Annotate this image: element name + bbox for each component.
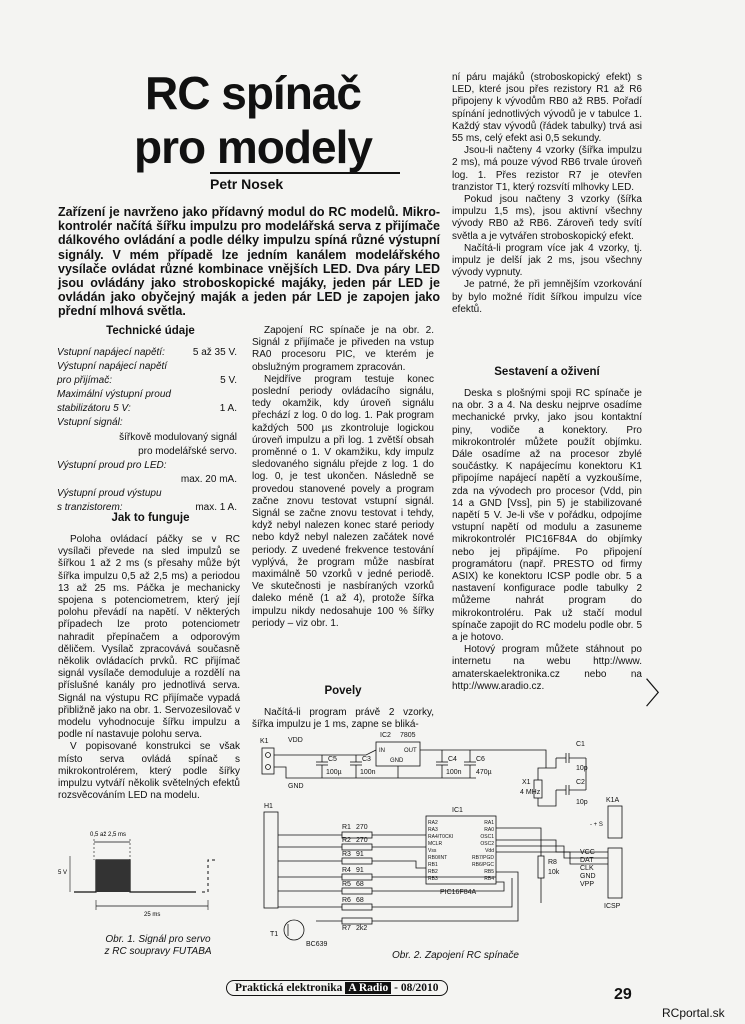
k1a-label: K1A <box>606 797 620 804</box>
footer-a-radio: A Radio <box>345 982 391 994</box>
c1-value: 10p <box>576 765 588 772</box>
col3-paragraph-4: Načítá-li program více jak 4 vzorky, tj. impulz je delší jak 2 ms, jsou všechny vývody vypnuty. <box>452 242 642 279</box>
spec-value: max. 1 A. <box>195 502 237 514</box>
r6-value: 68 <box>356 897 364 904</box>
spec-label: Výstupní proud pro LED: <box>57 459 167 471</box>
r1-value: 270 <box>356 824 368 831</box>
c6-label: C6 <box>476 756 485 763</box>
spec-row <box>56 416 238 430</box>
spec-value <box>186 360 238 374</box>
author: Petr Nosek <box>210 176 284 192</box>
spec-label: Výstupní proud výstupu <box>57 487 162 499</box>
povely-paragraph-1: Načítá-li program právě 2 vzorky, šířka impulzu je 1 ms, zapne se bliká- <box>252 707 434 731</box>
ic1-pin-right-label: OSC1 <box>480 834 494 840</box>
sestaveni-paragraph-2: Hotový program můžete stáhnout po internetu na webu http://www. amaterskaelektronika.cz nebo na http://www.aradio.cz. <box>452 644 642 692</box>
ic2-out-label: OUT <box>404 748 417 754</box>
spec-label: Maximální výstupní proud <box>57 389 171 401</box>
col3-paragraph-5: Je patrné, že při jemnějším vzorkování by bylo možné řídit šířkou impulzu více efektů. <box>452 279 642 315</box>
povely-heading: Povely <box>324 685 362 697</box>
ic1-label: IC1 <box>452 807 463 814</box>
ic1-pin-right-label: RA0 <box>484 827 494 833</box>
spec-row <box>56 445 238 459</box>
c6-value: 470µ <box>476 769 492 776</box>
fig1-caption-line-2: z RC soupravy FUTABA <box>104 946 212 957</box>
col2-body <box>252 325 434 630</box>
r2-value: 270 <box>356 837 368 844</box>
r7-value: 2k2 <box>356 925 368 932</box>
c2-value: 10p <box>576 799 588 806</box>
article-title <box>108 66 398 174</box>
spec-row <box>56 459 238 473</box>
x1-label: X1 <box>522 779 531 786</box>
spec-label: pro přijímač: <box>57 375 113 387</box>
spec-row <box>56 402 238 416</box>
c4-value: 100n <box>446 769 462 776</box>
ic1-pin-left-label: RB1 <box>428 862 438 868</box>
r2-label: R2 <box>342 837 351 844</box>
ic1-pin-right-label: OSC2 <box>480 841 494 847</box>
fig1-voltage-label: 5 V <box>58 870 68 876</box>
ic1-pin-right-label: RB5 <box>484 869 494 875</box>
fig1-caption-line-1: Obr. 1. Signál pro servo <box>105 934 211 945</box>
r1-label: R1 <box>342 824 351 831</box>
r6-label: R6 <box>342 897 351 904</box>
fig1-width-label: 0,5 až 2,5 ms <box>90 832 127 838</box>
specs-heading: Technické údaje <box>106 325 195 337</box>
c5-label: C5 <box>328 756 337 763</box>
spec-label: Vstupní napájecí napětí: <box>57 347 165 358</box>
spec-value: max. 20 mA. <box>180 473 237 485</box>
ic1-pin-right-label: RB4 <box>484 876 494 882</box>
spec-label: s tranzistorem: <box>57 502 123 514</box>
ic1-pin-left-label: Vss <box>428 848 437 854</box>
ic1-pin-left-label: RA3 <box>428 827 438 833</box>
c4-label: C4 <box>448 756 457 763</box>
title-line-1: RC spínač <box>145 67 361 119</box>
icsp-label: ICSP <box>604 903 621 910</box>
ic1-type-label: PIC16F84A <box>440 889 477 896</box>
vpp-label: VPP <box>580 881 595 888</box>
ic1-pin-right-label: RA1 <box>484 820 494 826</box>
site-watermark: RCportal.sk <box>662 1006 725 1020</box>
sestaveni-paragraph-1: Deska s plošnými spoji RC spínače je na obr. 3 a 4. Na desku nejprve osadíme mechanické prvky, jako jsou kontaktní piny, vodiče a konektory. Pro mikrokontrolér můžete použít objímku. Dále osadíme až na procesor zbylé součástky. K napájecímu konektoru K1 připojíme napájecí napětí a vyzkoušíme, zda na vývodech pro procesor (Vdd, pin 14 a GND [Vss], pin 5) je stabilizované napětí 5 V. Je-li vše v pořádku, odpojíme vstupní napětí od modulu a zasuneme mikrokontrolér PIC16F84A do objímky nebo jej připájíme. Po připojení programátoru (např. PRESTO od firmy ASIX) ke konektoru ICSP podle obr. 5 a nastavení konfigurace podle tabulky 2 můžeme nahrát program do mikrokontroléru. Pak už stačí modul spínače zapojit do RC modelu podle obr. 5 a je hotovo. <box>452 388 642 644</box>
col3-paragraph-1: ní páru majáků (stroboskopický efekt) s LED, které jsou přes rezistory R1 až R6 připojeny k vývodům RB0 až RB5. Pořadí spínání jednotlivých vývodů je v tabulce 1. Každý stav vývodů (řádek tabulky) trvá asi 55 ms, celý efekt asi 0,5 sekundy. <box>452 72 642 145</box>
r5-label: R5 <box>342 881 351 888</box>
col2-paragraph-1: Zapojení RC spínače je na obr. 2. Signál z přijímače je přiveden na vstup RA0 procesoru PIC, ve kterém je obslužným programem zpracován. <box>252 325 434 373</box>
c5-value: 100µ <box>326 769 342 776</box>
vdd-label: VDD <box>288 737 303 744</box>
t1-value: BC639 <box>306 941 328 948</box>
jak-paragraph-2: V popisované konstrukci se však místo serva ovládá spínač s mikrokontrolérem, který podle šířky impulzu vytváří několik světelných efektů rozsvěcováním LED na modelu. <box>58 741 240 802</box>
figure-2-caption: Obr. 2. Zapojení RC spínače <box>392 950 519 961</box>
gnd2-label: GND <box>580 873 596 880</box>
col3-body <box>452 72 642 316</box>
title-line-2: pro modely <box>134 121 372 173</box>
vcc-label: VCC <box>580 849 595 856</box>
footer-magazine: Praktická elektronika <box>235 982 343 994</box>
ic2-type-label: 7805 <box>400 732 416 739</box>
spec-value <box>186 459 238 473</box>
next-page-arrow[interactable]: 〉 <box>645 678 675 711</box>
ic1-pin-left-label: RB0/INT <box>428 855 448 861</box>
spec-value <box>186 388 238 402</box>
r3-value: 91 <box>356 851 364 858</box>
r3-label: R3 <box>342 851 351 858</box>
spec-value: pro modelářské servo. <box>138 445 237 457</box>
h1-label: H1 <box>264 803 273 810</box>
spec-value: 5 V. <box>220 375 237 387</box>
footer-banner <box>226 980 448 996</box>
r4-label: R4 <box>342 867 351 874</box>
spec-label: Vstupní signál: <box>57 417 123 429</box>
spec-row <box>56 431 238 445</box>
t1-label: T1 <box>270 931 279 938</box>
ic2-gnd-label: GND <box>390 758 404 764</box>
dat-label: DAT <box>580 857 594 864</box>
spec-row <box>56 473 238 487</box>
spec-value: 1 A. <box>219 403 237 415</box>
spec-label: stabilizátoru 5 V: <box>57 403 131 415</box>
fig1-period-label: 25 ms <box>144 912 161 918</box>
lead-paragraph: Zařízení je navrženo jako přídavný modul do RC modelů. Mikro-kontrolér načítá šířku impulzu pro modelářská serva z přijímače dálkového ovládání a podle délky impulzu spíná různé výstupní signály. V mém případě lze jedním kanálem modelářského vysílače ovládat různé kombinace vnějších LED. Dva páry LED jsou ovládány jako stroboskopické majáky, jeden pár LED je ovládán jako obyčejný maják a jeden pár LED je zapojen jako přední mlhová světla. <box>58 205 440 319</box>
c3-label: C3 <box>362 756 371 763</box>
ic1-pin-left-label: MCLR <box>428 841 443 847</box>
r7-label: R7 <box>342 925 351 932</box>
figure-1-caption <box>78 934 238 958</box>
c1-label: C1 <box>576 741 585 748</box>
spec-value: 5 až 35 V. <box>192 347 237 358</box>
col3-paragraph-3: Pokud jsou načteny 3 vzorky (šířka impulzu 1,5 ms), jsou aktivní všechny vývody RB0 až RB6. Zároveň tedy svítí světla a je vytvářen stroboskopický efekt. <box>452 194 642 242</box>
ic1-pin-left-label: RB2 <box>428 869 438 875</box>
r8-label: R8 <box>548 859 557 866</box>
spec-row <box>56 360 238 374</box>
ic1-pin-right-label: RB6/PGC <box>472 862 494 868</box>
sestaveni-body <box>452 388 642 693</box>
specs-table <box>56 346 238 515</box>
gnd-label: GND <box>288 783 304 790</box>
spec-value <box>186 416 238 430</box>
author-rule <box>210 172 400 174</box>
jak-paragraph-1: Poloha ovládací páčky se v RC vysílači převede na sled impulzů se šířkou 1 až 2 ms (s přesahy může být šířka impulzu 0,5 až 2,5 ms) a periodou 13 až 25 ms. Páčka je mechanicky spojena s potenciometrem, který její polohu převádí na napětí. V některých případech lze proto potenciometr nahradit přepínačem a odporovým děličem. Vysílač zpracovává současně několik ovládacích prvků. RC přijímač signál vysílače demoduluje a rozdělí na příslušné kanály pro jednotlivá serva. Signál na výstupu RC přijímače vypadá přibližně jako na obr. 1. Servozesilovač v modelu vyhodnocuje šířku impulzu a podle ní nastavuje polohu serva. <box>58 534 240 741</box>
x1-value: 4 MHz <box>520 789 541 796</box>
ic1-pin-right-label: RB7/PGD <box>472 855 494 861</box>
spec-value <box>186 487 238 501</box>
ic1-pin-left-label: RB3 <box>428 876 438 882</box>
r8-value: 10k <box>548 869 560 876</box>
r4-value: 91 <box>356 867 364 874</box>
c2-label: C2 <box>576 779 585 786</box>
ic1-pin-left-label: RA4/T0CKI <box>428 834 454 840</box>
sestaveni-heading: Sestavení a oživení <box>494 366 600 378</box>
page-number: 29 <box>614 986 632 1003</box>
k1-label: K1 <box>260 738 269 745</box>
figure-2-schematic <box>256 728 656 953</box>
k1a-pins-label: - + S <box>590 822 603 828</box>
spec-row <box>56 346 238 360</box>
ic1-pin-left-label: RA2 <box>428 820 438 826</box>
col3-paragraph-2: Jsou-li načteny 4 vzorky (šířka impulzu 2 ms), má pouze vývod RB6 trvale úroveň log. 1. Přes rezistor R7 je otevřen tranzistor T1, který rozsvítí mlhovky LED. <box>452 145 642 193</box>
spec-value: šířkově modulovaný signál <box>119 431 237 443</box>
jak-heading: Jak to funguje <box>111 512 190 524</box>
col2-paragraph-2: Nejdříve program testuje konec poslední periody ovládacího signálu, tedy okamžik, kdy úroveň signálu přechází z log. 0 do log. 1. Pak program každých 500 µs zkontroluje logickou úroveň impulzu a při log. 1 zvětší obsah proměnné o 1. V okamžiku, kdy impulz sledovaného signálu přejde z log. 1 do log. 0, je test ukončen. Následně se provedou stanovené povely a program začne znovu testovat vstupní signál. Signál se začne znovu testovat i tehdy, když nebyl nalezen konec staré periody nebo když nebyl nalezen začátek nové periody. Z uvedené frekvence testování vyplývá, že program může nasbírat maximálně 50 vzorků v jedné periodě. Ve skutečnosti je nasbíraných vzorků daleko méně (1 až 4), protože šířka impulzu nikdy nedosahuje 100 % šířky periody – viz obr. 1. <box>252 373 434 629</box>
spec-row <box>56 388 238 402</box>
ic2-in-label: IN <box>379 748 385 754</box>
r5-value: 68 <box>356 881 364 888</box>
jak-body <box>58 534 240 802</box>
figure-1-signal <box>56 826 246 926</box>
clk-label: CLK <box>580 865 594 872</box>
c3-value: 100n <box>360 769 376 776</box>
ic1-pin-right-label: Vdd <box>485 848 494 854</box>
spec-label: Výstupní napájecí napětí <box>57 361 168 373</box>
spec-row <box>56 487 238 501</box>
footer-issue: - 08/2010 <box>394 982 439 994</box>
ic2-label: IC2 <box>380 732 391 739</box>
spec-row <box>56 374 238 388</box>
